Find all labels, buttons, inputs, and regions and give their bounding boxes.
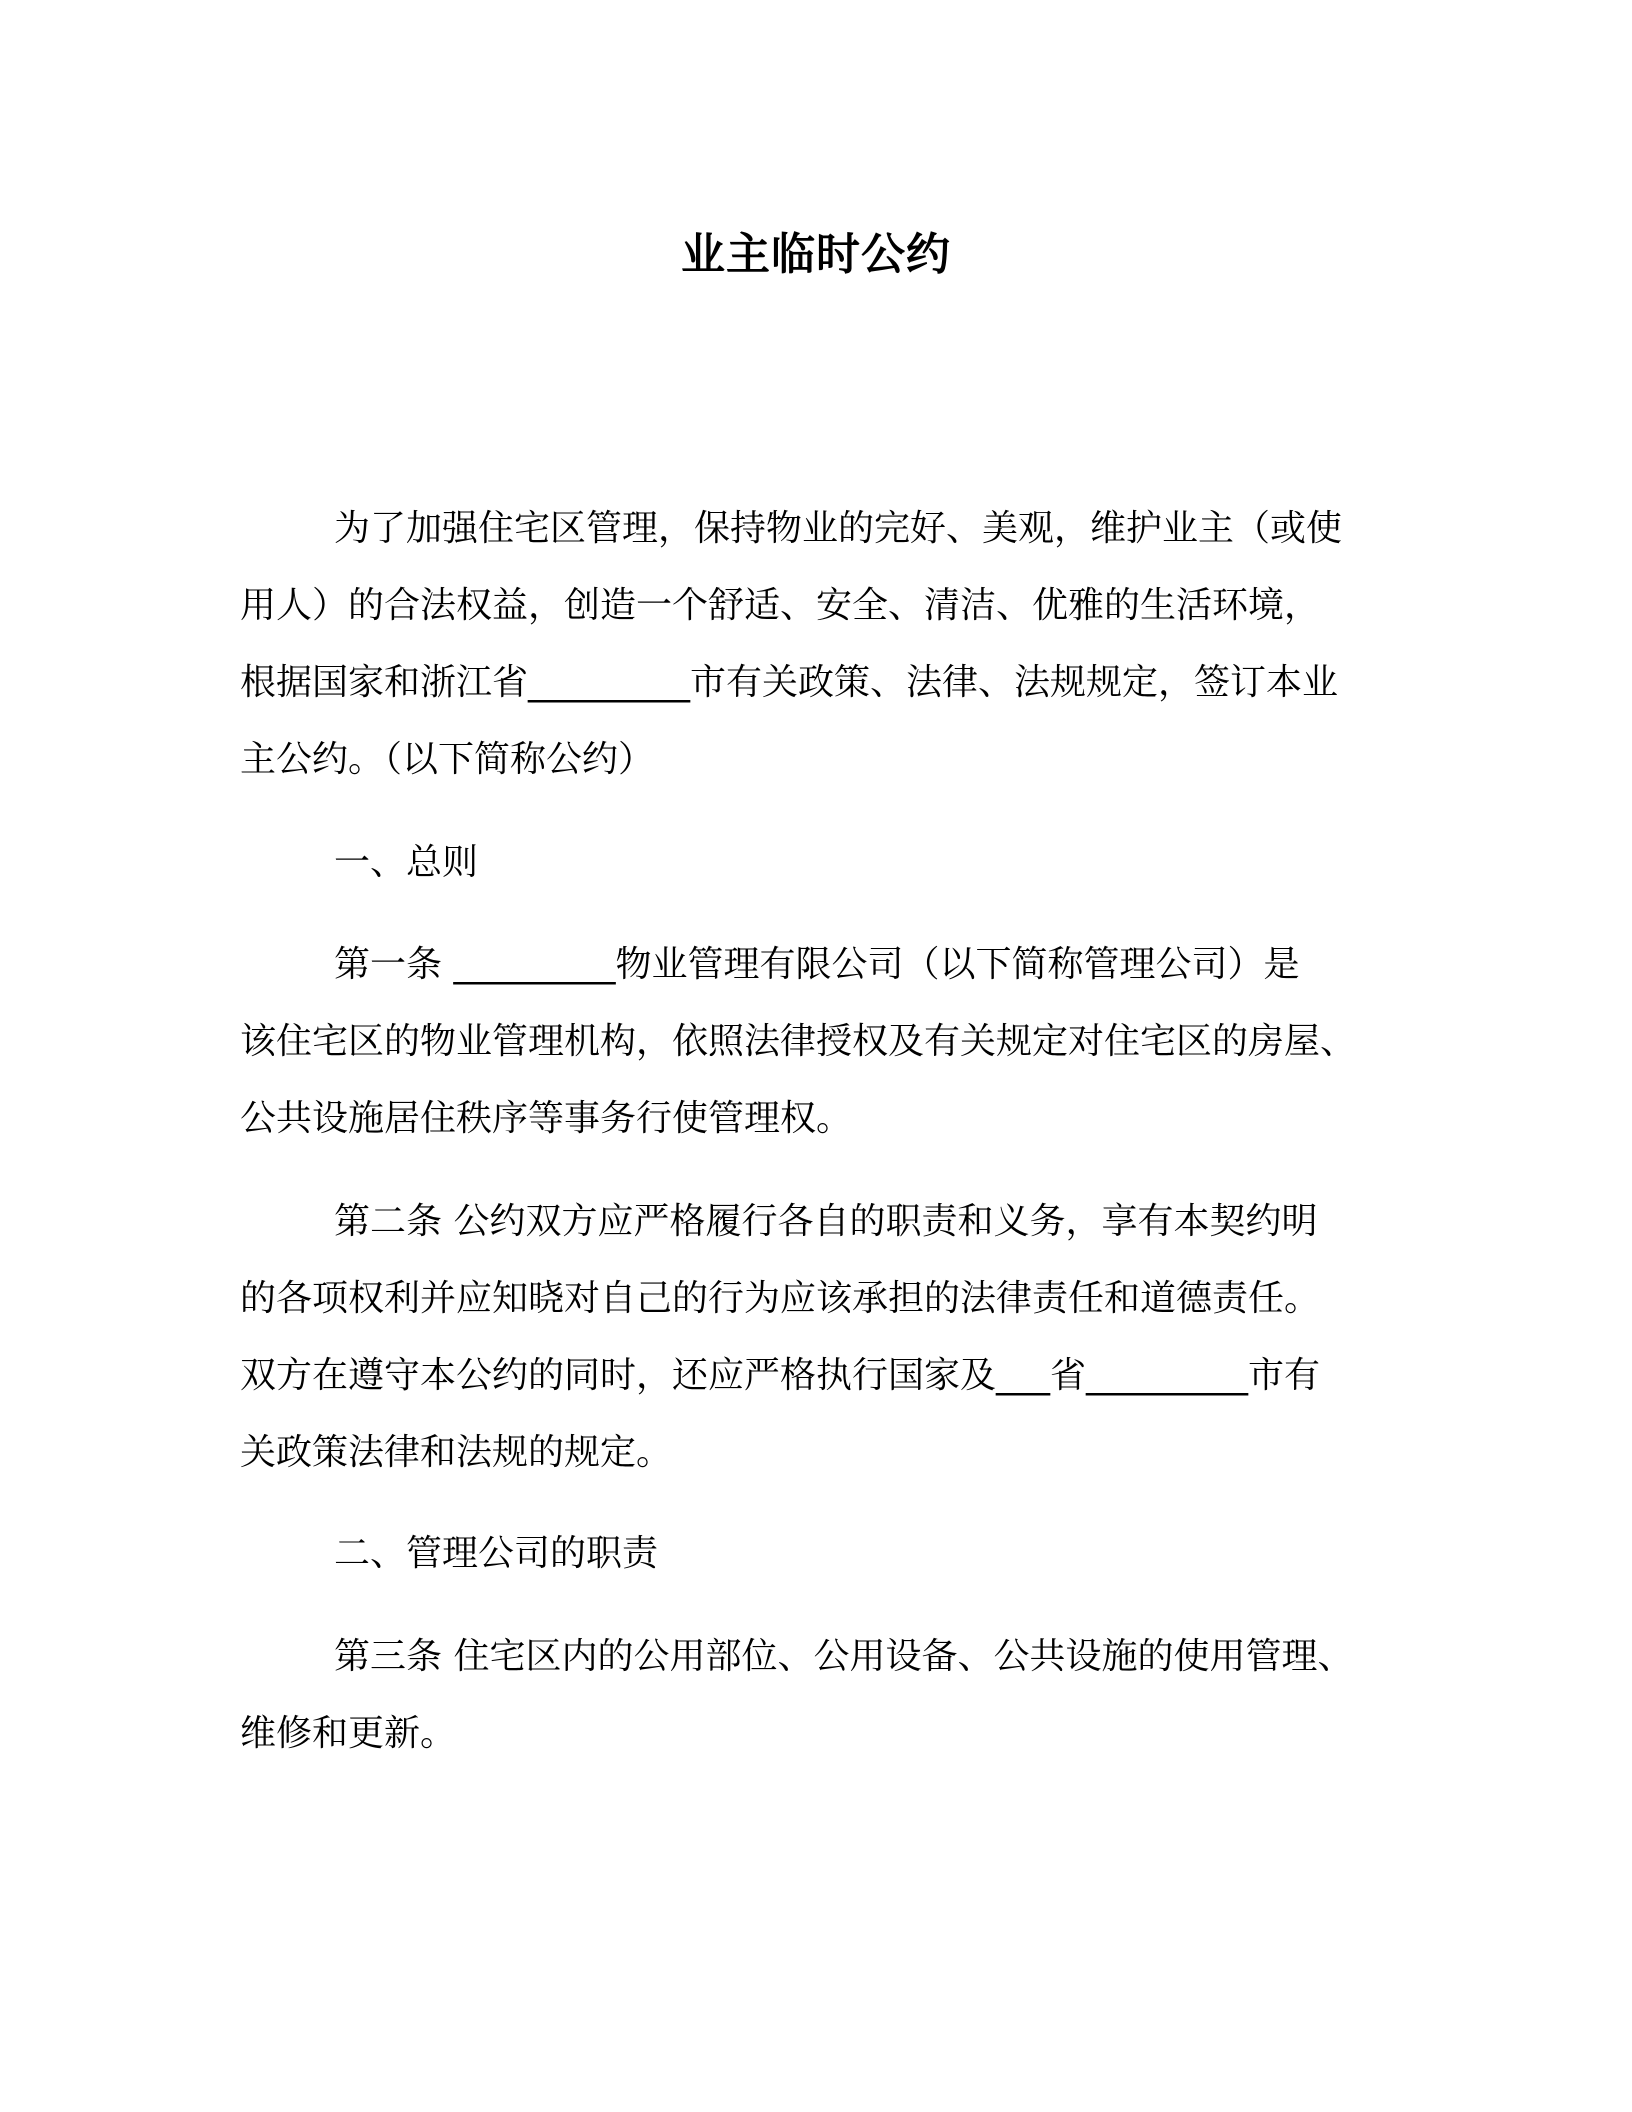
document-title: 业主临时公约 — [681, 229, 951, 280]
section-heading-general — [240, 824, 1400, 901]
article-1-paragraph — [240, 926, 1400, 1157]
section-heading-management-duties — [240, 1515, 1400, 1592]
preamble-paragraph — [240, 490, 1400, 798]
article-2-paragraph — [240, 1183, 1400, 1491]
text-line: 第三条 住宅区内的公用部位、公用设备、公共设施的使用管理、 — [334, 1636, 1354, 1677]
text-line: 为了加强住宅区管理，保持物业的完好、美观，维护业主（或使 — [334, 508, 1343, 549]
document-body — [240, 490, 1400, 1772]
text-line: 第二条 公约双方应严格履行各自的职责和义务，享有本契约明 — [334, 1201, 1318, 1242]
text-line: 第一条 _________物业管理有限公司（以下简称管理公司）是 — [334, 944, 1300, 985]
section-heading-text: 二、管理公司的职责 — [334, 1533, 659, 1574]
text-line: 的各项权利并应知晓对自己的行为应该承担的法律责任和道德责任。 — [240, 1278, 1321, 1319]
text-line: 维修和更新。 — [240, 1713, 457, 1754]
section-heading-text: 一、总则 — [334, 842, 479, 883]
text-line: 双方在遵守本公约的同时，还应严格执行国家及___省_________市有 — [240, 1355, 1321, 1396]
text-line: 根据国家和浙江省_________市有关政策、法律、法规规定，签订本业 — [240, 662, 1339, 703]
text-line: 主公约。（以下简称公约） — [240, 739, 655, 780]
article-3-paragraph — [240, 1618, 1400, 1772]
text-line: 用人）的合法权益，创造一个舒适、安全、清洁、优雅的生活环境， — [240, 585, 1321, 626]
text-line: 公共设施居住秩序等事务行使管理权。 — [240, 1098, 853, 1139]
text-line: 该住宅区的物业管理机构，依照法律授权及有关规定对住宅区的房屋、 — [240, 1021, 1357, 1062]
text-line: 关政策法律和法规的规定。 — [240, 1432, 673, 1473]
